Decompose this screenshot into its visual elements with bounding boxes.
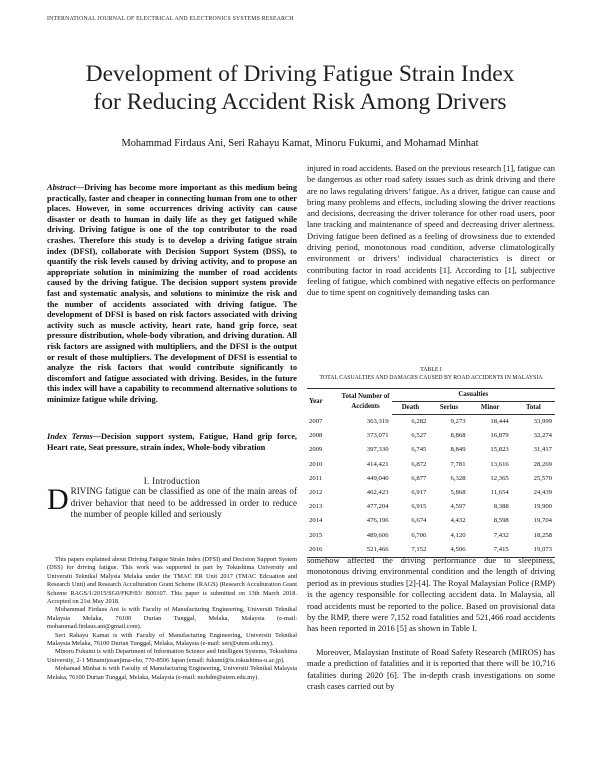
table-cell: 462,423	[366, 489, 389, 497]
author-list: Mohammad Firdaus Ani, Seri Rahayu Kamat, Minoru Fukumi, and Mohamad Minhat	[121, 138, 479, 149]
footnote-funding: This papers explained about Driving Fatigue Strain Index (DFSI) and Decision Support System (DSS) for driving fatigue. This work was supported in part by Tokushima University and Universiti Teknikal Malysia Melaka under the TMAC ER Unit 2017 (TMAC Edcuation and Research Unit) and Research Acculturation Grant Scheme (RAGS) (Research Acculturation Grant Scheme RAGS/1/2015/SG0/FKP/03/ B00107. This paper is submitted on 13th March 2018. Accepted on 21st May 2018.	[47, 556, 297, 606]
header-total-accidents: Total Number of Accidents	[341, 392, 390, 410]
paper-title	[40, 60, 560, 116]
table-cell: 2014	[309, 517, 323, 525]
index-terms-text: —Decision support system, Fatigue, Hand grip force, Heart rate, Seat pressure, strain index, Whole-body vibration	[47, 432, 298, 452]
table-cell: 11,654	[490, 489, 509, 497]
table-cell: 6,872	[411, 460, 427, 468]
table-cell: 19,900	[533, 503, 552, 511]
table-row	[307, 458, 555, 472]
table-cell: 397,330	[366, 446, 389, 454]
table-cell: 2015	[309, 531, 323, 539]
table-cell: 6,745	[411, 446, 427, 454]
table-cell: 6,282	[411, 418, 427, 425]
table-cell: 6,706	[411, 531, 427, 539]
index-terms	[47, 432, 297, 453]
table-cell: 28,269	[533, 460, 552, 468]
table-cell: 414,421	[366, 460, 389, 468]
intro-paragraph	[47, 483, 297, 521]
table-cell: 15,823	[490, 446, 509, 454]
table-cell: 2011	[309, 474, 323, 482]
header-death: Death	[392, 402, 430, 415]
table-cell: 5,868	[450, 489, 466, 497]
header-total: Total	[512, 402, 555, 415]
table-cell: 2008	[309, 432, 323, 440]
index-terms-label: Index Terms	[47, 432, 93, 441]
table-cell: 12,365	[490, 474, 509, 482]
footnote-author-3: Minoru Fukumi is with Department of Information Science and Intelligent Systems, Tokushima University, 2-1 Minamijosanjima-cho, 770-8506 Japan (email: fukumi@is.tokushima-u.ac.jp).	[47, 648, 297, 664]
table-cell: 18,444	[490, 418, 509, 425]
table-cell: 476,196	[366, 517, 389, 525]
table-cell: 6,877	[411, 474, 427, 482]
table-cell: 32,274	[533, 432, 552, 440]
body-paragraph-1: somehow affected the driving performance due to sleepiness, monotonous driving environmental condition and the length of driving period as in previous studies [2]-[4]. The Royal Malaysian Police (RMP) is the agency responsible for collecting accident data. In Malaysia, all road accidents must be reported to the police. Based on provisional data by the RMP, there were 7,152 road fatalities and 521,466 road accidents has been reported in 2016 [5] as shown in Table I.	[307, 555, 555, 634]
title-line-1: Development of Driving Fatigue Strain Index	[85, 61, 515, 87]
table-cell: 8,868	[450, 432, 466, 440]
table-cell: 19,073	[512, 543, 555, 558]
casualties-table	[307, 388, 555, 558]
table-cell: 7,432	[493, 531, 509, 539]
table-cell: 8,388	[493, 503, 509, 511]
section-heading: I. Introduction	[143, 476, 201, 486]
table-cell: 31,417	[533, 446, 552, 454]
table-number: TABLE I	[420, 367, 442, 373]
table-cell: 477,204	[366, 503, 389, 511]
table-title: TOTAL CASUALTIES AND DAMAGES CAUSED BY ROAD ACCIDENTS IN MALAYSIA	[319, 374, 543, 381]
header-serious: Serius	[429, 402, 468, 415]
footnote-author-4: Mohamad Minhat is with Faculty of Manufacturing Engineering, Universiti Teknikal Malaysia Melaka, 76100 Durian Tunggal, Melaka, Malaysia (e-mail: mohdm@utem.edu.my).	[47, 665, 297, 681]
table-cell: 6,328	[450, 474, 466, 482]
journal-header: INTERNATIONAL JOURNAL OF ELECTRICAL AND ELECTRONICS SYSTEMS RESEARCH	[47, 16, 294, 22]
abstract-text: —Driving has become more important as this medium being practically, faster and cheaper in connecting human from one to other places. However, in some occurrences driving activity can cause disaster or death to human in daily life as they get fatigued while driving. Driving fatigue is one of the top contributor to the road crashes. Therefore this study is to develop a driving fatigue strain index (DFSI), collaborate with Decision Support System (DSS), to quantify the risk levels caused by driving activity, and to propose an appropriate solution in minimizing the number of road accidents caused by the driving fatigue. The decision support system provide fast and systematic analysis, and solutions to minimize the risk and the number of accidents associated with driving fatigue. The development of DFSI is based on risk factors associated with driving activity such as muscle activity, heart rate, hand grip force, seat pressure distribution, whole-body vibration, and driving duration. All risk factors are assigned with multipliers, and the DFSI is the output or result of those multipliers. The development of DFSI is essential to analyze the risk factors that would contribute significantly to discomfort and fatigue associated with driving. Besides, in the future this index will have a capability to recommend alternative solutions to minimize fatigue while driving.	[47, 183, 297, 404]
footnotes	[47, 556, 297, 682]
table-row	[307, 514, 555, 528]
table-cell: 25,570	[533, 474, 552, 482]
footnote-author-2: Seri Rahayu Kamat is with Faculty of Manufacturing Engineering, Universiti Teknikal Malaysia Melaka, 76100 Durian Tunggal, Melaka, Malaysia (e-mail: seri@utem.edu.my).	[47, 631, 297, 648]
table-cell: 373,071	[366, 432, 389, 440]
table-cell: 6,527	[411, 432, 427, 440]
table-cell: 2016	[307, 543, 340, 558]
table-cell: 2010	[309, 460, 323, 468]
table-caption	[307, 367, 555, 382]
table-cell: 2012	[309, 489, 323, 497]
table-row	[307, 415, 555, 430]
table-cell: 4,597	[450, 503, 466, 511]
table-row	[307, 500, 555, 514]
intro-text: RIVING fatigue can be classified as one of the main areas of driver behavior that need to be addressed in order to reduce the number of people killed and seriously	[70, 486, 297, 520]
table-row	[307, 529, 555, 543]
table-cell: 4,432	[450, 517, 466, 525]
header-casualties: Casualties	[458, 391, 489, 398]
table-cell: 2007	[309, 417, 323, 425]
table-cell: 363,319	[366, 417, 389, 425]
table-cell: 4,506	[429, 543, 468, 558]
table-cell: 19,704	[533, 517, 552, 525]
table-row	[307, 472, 555, 486]
table-cell: 18,258	[533, 531, 552, 539]
table-cell: 449,040	[366, 474, 389, 482]
table-cell: 6,915	[411, 503, 427, 511]
table-cell: 489,606	[366, 531, 389, 539]
table-cell: 9,273	[450, 418, 466, 425]
table-cell: 8,598	[493, 517, 509, 525]
table-cell: 6,674	[411, 517, 427, 525]
table-row	[307, 429, 555, 443]
body-paragraphs	[307, 555, 555, 692]
header-minor: Minor	[469, 402, 512, 415]
body-paragraph-continued: injured in road accidents. Based on the previous research [1], fatigue can be dangerous as other road safety issues such as drink driving and there are no laws regulating drivers’ fatigue. As a driver, fatigue can cause and bring many problems and effects, including slowing the driver reactions and decisions, decreasing the driver tolerance for other road users, poor lane tracking and maintenance of speed and decreasing driver alertness. Driving fatigue been defined as a feeling of drowsiness due to extended driving period, monotonous road condition, adverse climatologically environment or drivers’ individual characteristics is direct or contributing factor in road accidents [1]. According to [1], subjective feeling of fatigue, which combined with negative effects on performance due to time spent on cognitively demanding tasks can	[307, 163, 555, 298]
header-year: Year	[309, 397, 323, 405]
table-cell: 13,616	[490, 460, 509, 468]
table-cell: 33,999	[533, 418, 552, 425]
table-cell: 8,849	[450, 446, 466, 454]
table-cell: 2013	[309, 503, 323, 511]
table-body	[307, 415, 555, 558]
abstract-label: Abstract	[47, 183, 76, 192]
abstract	[47, 183, 297, 405]
title-line-2: for Reducing Accident Risk Among Drivers	[93, 89, 507, 115]
table-row	[307, 443, 555, 457]
table-cell: 7,781	[450, 460, 466, 468]
table-row	[307, 486, 555, 500]
table-cell: 521,466	[340, 543, 392, 558]
footnote-author-1: Mohammad Firdaus Ani is with Faculty of Manufacturing Engineering, Universiti Teknikal Malaysia Melaka, 76100 Durian Tunggal, Melaka, Malaysia (e-mail: mohammad.firdaus.ani@gmail.com).	[47, 606, 297, 631]
body-paragraph-2: Moreover, Malaysian Institute of Road Safety Research (MIROS) has made a prediction of fatalities and it is reported that there will be 10,716 fatalities during 2020 [6]. The in-depth crash investigations on some crash cases carried out by	[307, 646, 555, 692]
table-cell: 4,120	[450, 531, 466, 539]
table-cell: 16,879	[490, 432, 509, 440]
drop-cap: D	[47, 483, 69, 516]
table-cell: 7,152	[392, 543, 430, 558]
table-cell: 6,917	[411, 489, 427, 497]
table-cell: 2009	[309, 446, 323, 454]
table-cell: 24,439	[533, 489, 552, 497]
table-cell: 7,415	[469, 543, 512, 558]
